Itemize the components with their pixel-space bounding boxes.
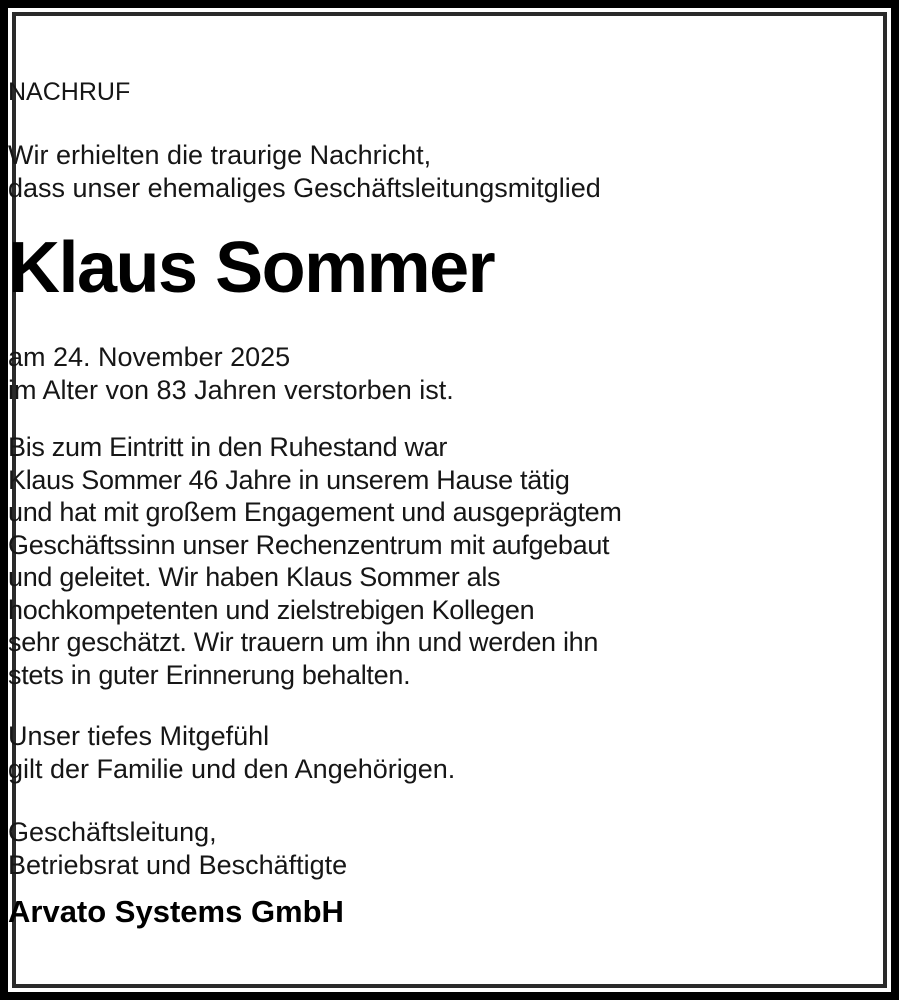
- notice-heading: [8, 78, 891, 107]
- signatories: [8, 816, 891, 882]
- company-name: [8, 892, 891, 932]
- death-details: [8, 341, 891, 407]
- bio-line: Geschäftssinn unser Rechenzentrum mit aufgebaut: [8, 529, 610, 560]
- intro-line: Wir erhielten die traurige Nachricht,: [8, 140, 432, 170]
- bio-line: sehr geschätzt. Wir trauern um ihn und werden ihn: [8, 627, 599, 657]
- signature-line: Geschäftsleitung,: [8, 817, 217, 847]
- bio-line: und geleitet. Wir haben Klaus Sommer als: [8, 562, 501, 592]
- condolence-line: gilt der Familie und den Angehörigen.: [8, 754, 456, 784]
- bio-line: Bis zum Eintritt in den Ruhestand war: [8, 432, 448, 462]
- bio-line: Klaus Sommer 46 Jahre in unserem Hause tätig: [8, 464, 570, 495]
- deceased-name-text: Klaus Sommer: [8, 228, 495, 308]
- obituary-notice: [8, 8, 891, 992]
- heading-text: NACHRUF: [8, 78, 131, 106]
- bio-line: und hat mit großem Engagement und ausgeprägtem: [8, 497, 622, 527]
- death-date-line: am 24. November 2025: [8, 342, 291, 372]
- death-age-line: im Alter von 83 Jahren verstorben ist.: [8, 375, 454, 405]
- bio-line: hochkompetenten und zielstrebigen Kollegen: [8, 594, 535, 625]
- intro-line: dass unser ehemaliges Geschäftsleitungsmitglied: [8, 173, 601, 203]
- bio-line: stets in guter Erinnerung behalten.: [8, 659, 411, 690]
- condolence-text: [8, 720, 891, 786]
- company-name-text: Arvato Systems GmbH: [8, 894, 344, 929]
- signature-line: Betriebsrat und Beschäftigte: [8, 850, 348, 880]
- biography-paragraph: [8, 431, 891, 691]
- intro-text: [8, 139, 891, 205]
- deceased-name: [8, 226, 891, 310]
- condolence-line: Unser tiefes Mitgefühl: [8, 721, 270, 751]
